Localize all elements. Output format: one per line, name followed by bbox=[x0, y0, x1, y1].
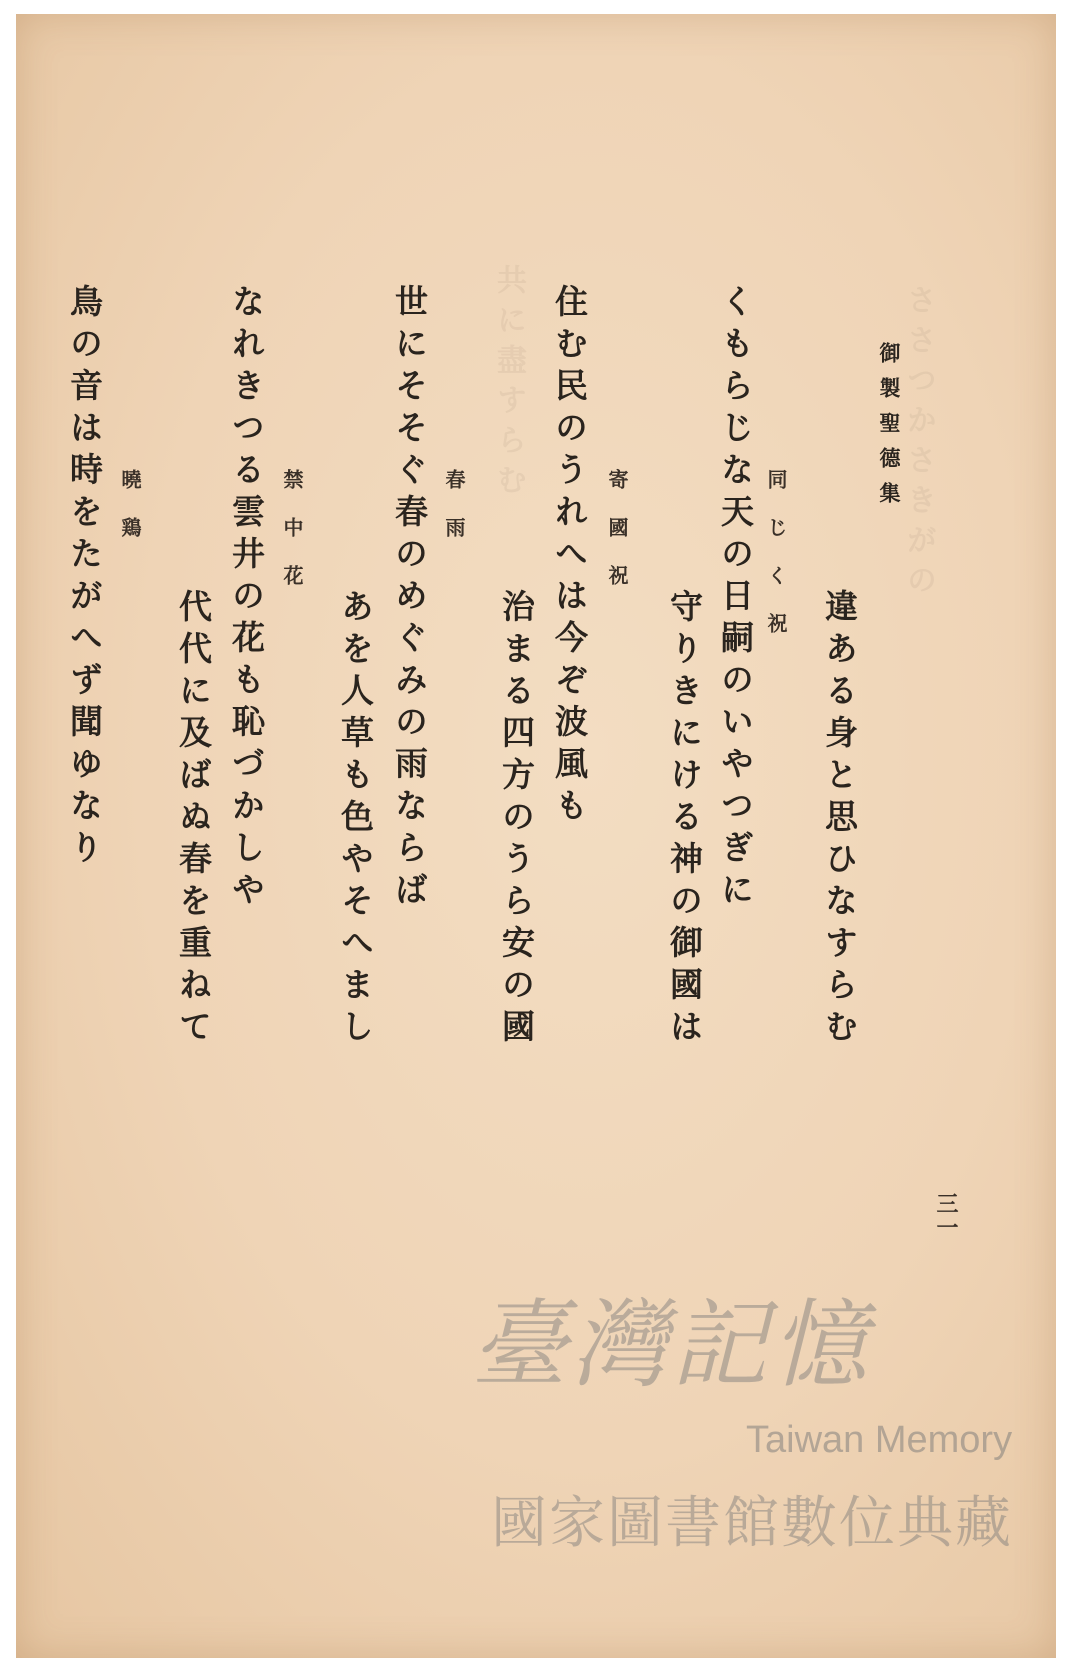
poem-title: 寄國祝 bbox=[605, 469, 629, 613]
book-page bbox=[16, 14, 1056, 1658]
poem-title: 春雨 bbox=[442, 469, 466, 565]
watermark-logo: 臺灣記憶 bbox=[471, 1289, 871, 1401]
bleed-through-column: ささつかさきがの bbox=[901, 284, 936, 604]
bleed-through-column: 共に盡すらむ bbox=[491, 264, 526, 504]
poem-line: くもらじな天の日嗣のいやつぎに bbox=[716, 284, 755, 914]
poem-line: 住む民のうれへは今ぞ波風も bbox=[550, 284, 589, 830]
poem-title: 禁中花 bbox=[280, 469, 304, 613]
watermark-library: 國家圖書館數位典藏 bbox=[491, 1491, 1013, 1556]
poem-line: あを人草も色やそへまし bbox=[336, 589, 375, 1051]
poem-line: 鳥の音は時をたがへず聞ゆなり bbox=[65, 284, 104, 872]
book-title: 御製聖德集 bbox=[877, 342, 902, 517]
poem-line: 違ある身と思ひなすらむ bbox=[820, 589, 859, 1051]
poem-line: 治まる四方のうら安の國 bbox=[497, 589, 536, 1051]
page-number: 三一 bbox=[933, 1192, 959, 1240]
poem-line: 守りきにける神の御國は bbox=[665, 589, 704, 1051]
poem-line: 代代に及ばぬ春を重ねて bbox=[174, 589, 213, 1051]
poem-title: 曉鶏 bbox=[118, 469, 142, 565]
watermark-english: Taiwan Memory bbox=[746, 1419, 1013, 1461]
poem-line: なれきつる雲井の花も恥づかしや bbox=[227, 284, 266, 914]
poem-title: 同じく祝 bbox=[764, 469, 788, 661]
poem-line: 世にそそぐ春のめぐみの雨ならば bbox=[390, 284, 429, 914]
